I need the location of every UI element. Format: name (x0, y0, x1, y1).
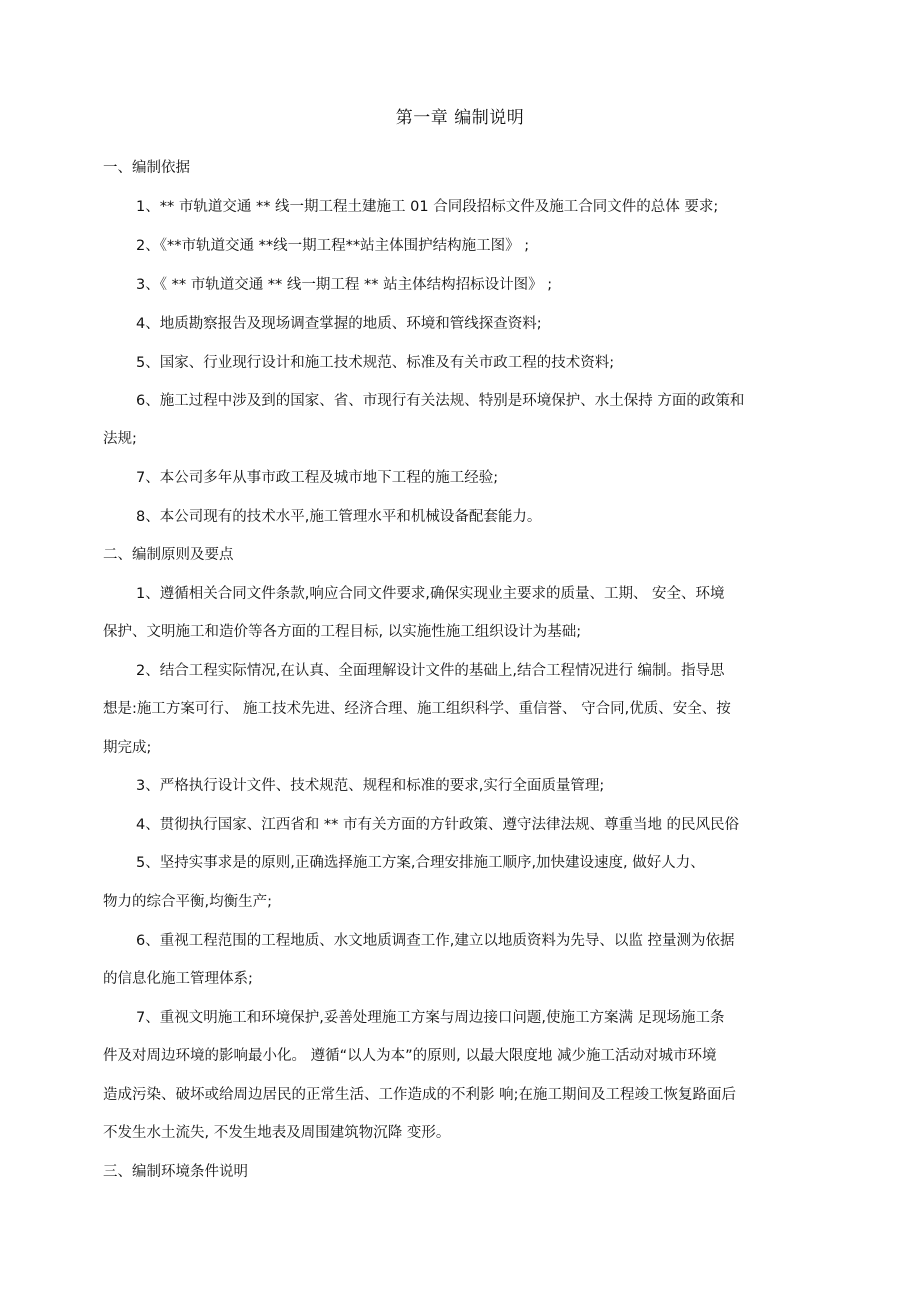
principle-item-5: 5、坚持实事求是的原则,正确选择施工方案,合理安排施工顺序,加快建设速度, 做好人力、 (136, 855, 705, 871)
basis-item-1: 1、** 市轨道交通 ** 线一期工程土建施工 01 合同段招标文件及施工合同文件的总体 要求; (136, 199, 719, 215)
basis-item-3: 3、《 ** 市轨道交通 ** 线一期工程 ** 站主体结构招标设计图》 ; (136, 277, 553, 293)
principle-item-6-cont: 的信息化施工管理体系; (103, 971, 253, 987)
section-heading-basis: 一、编制依据 (103, 160, 190, 176)
basis-item-7: 7、本公司多年从事市政工程及城市地下工程的施工经验; (136, 470, 499, 486)
principle-item-2-cont-1: 想是:施工方案可行、 施工技术先进、经济合理、施工组织科学、重信誉、 守合同,优质、安全、按 (103, 701, 731, 717)
principle-item-6: 6、重视工程范围的工程地质、水文地质调查工作,建立以地质资料为先导、以监 控量测为依据 (136, 933, 735, 949)
basis-item-2: 2、《**市轨道交通 **线一期工程**站主体围护结构施工图》 ; (136, 238, 530, 254)
chapter-title: 第一章 编制说明 (395, 108, 525, 128)
principle-item-1-cont: 保护、文明施工和造价等各方面的工程目标, 以实施性施工组织设计为基础; (103, 624, 582, 640)
principle-item-3: 3、严格执行设计文件、技术规范、规程和标准的要求,实行全面质量管理; (136, 778, 605, 794)
principle-item-7-cont-1: 件及对周边环境的影响最小化。 遵循“以人为本”的原则, 以最大限度地 减少施工活动对城市环境 (103, 1048, 717, 1064)
principle-item-7-cont-2: 造成污染、破坏或给周边居民的正常生活、工作造成的不利影 响;在施工期间及工程竣工恢复路面后 (103, 1087, 736, 1103)
basis-item-4: 4、地质勘察报告及现场调查掌握的地质、环境和管线探查资料; (136, 316, 542, 332)
basis-item-6-cont: 法规; (103, 431, 137, 447)
principle-item-2-cont-2: 期完成; (103, 740, 152, 756)
basis-item-8: 8、本公司现有的技术水平,施工管理水平和机械设备配套能力。 (136, 509, 542, 525)
principle-item-7: 7、重视文明施工和环境保护,妥善处理施工方案与周边接口问题,使施工方案满 足现场施工条 (136, 1010, 725, 1026)
principle-item-1: 1、遵循相关合同文件条款,响应合同文件要求,确保实现业主要求的质量、工期、 安全、环境 (136, 586, 725, 602)
section-heading-principles: 二、编制原则及要点 (103, 547, 234, 563)
basis-item-6: 6、施工过程中涉及到的国家、省、市现行有关法规、特别是环境保护、水土保持 方面的政策和 (136, 393, 745, 409)
principle-item-4: 4、贯彻执行国家、江西省和 ** 市有关方面的方针政策、遵守法律法规、尊重当地 的民风民俗 (136, 817, 740, 833)
principle-item-5-cont: 物力的综合平衡,均衡生产; (103, 894, 272, 910)
principle-item-2: 2、结合工程实际情况,在认真、全面理解设计文件的基础上,结合工程情况进行 编制。指导思 (136, 663, 725, 679)
section-heading-environment: 三、编制环境条件说明 (103, 1164, 248, 1180)
principle-item-7-cont-3: 不发生水土流失, 不发生地表及周围建筑物沉降 变形。 (103, 1125, 451, 1141)
basis-item-5: 5、国家、行业现行设计和施工技术规范、标准及有关市政工程的技术资料; (136, 355, 615, 371)
